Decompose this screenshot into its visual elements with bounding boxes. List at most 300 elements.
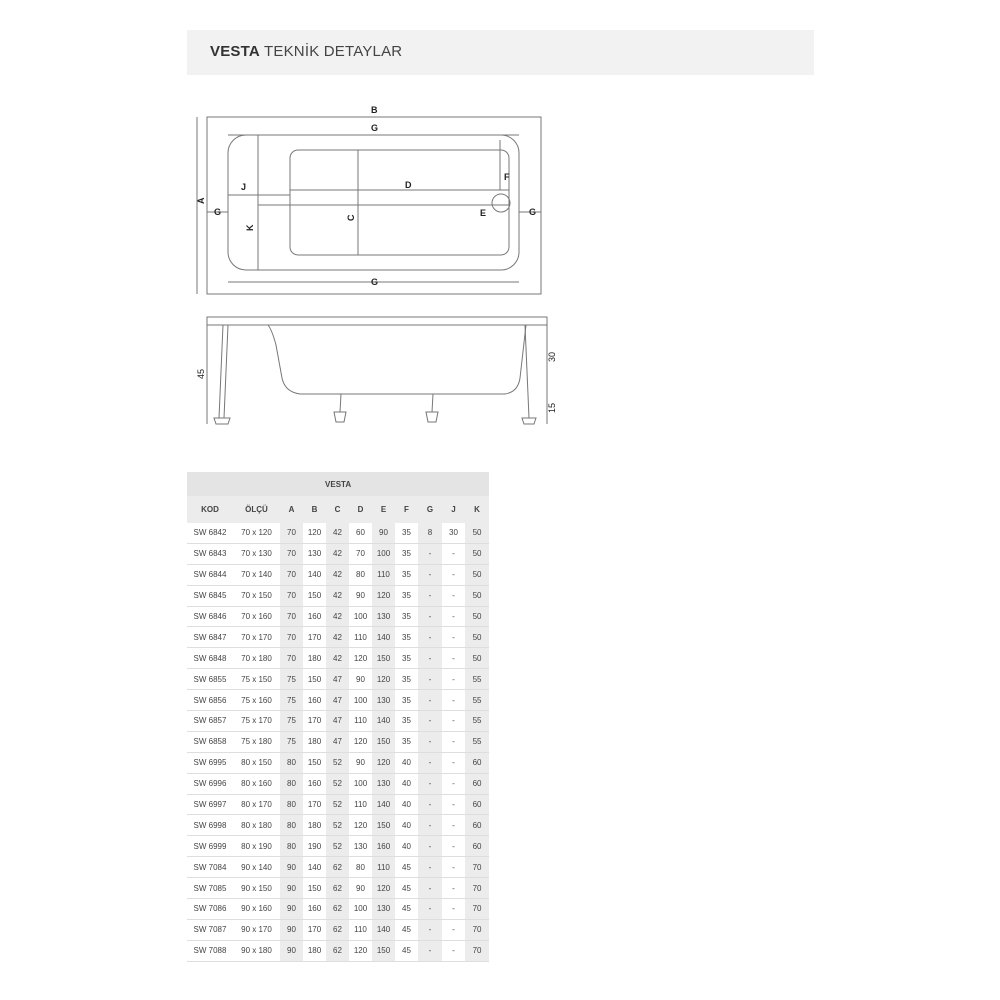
table-cell-a: 80 (280, 815, 303, 836)
table-row (187, 543, 489, 564)
table-cell-f: 45 (395, 857, 418, 878)
table-cell-d: 70 (349, 543, 372, 564)
table-cell-b: 160 (303, 773, 326, 794)
table-cell-c: 52 (326, 836, 349, 857)
table-cell-j: - (442, 919, 465, 940)
table-cell-ölçü: 70 x 170 (233, 627, 280, 648)
table-cell-ölçü: 70 x 150 (233, 585, 280, 606)
table-cell-f: 45 (395, 940, 418, 961)
table-cell-kod: SW 6842 (187, 523, 233, 543)
table-cell-d: 90 (349, 585, 372, 606)
table-cell-j: - (442, 794, 465, 815)
table-cell-kod: SW 7086 (187, 899, 233, 920)
table-cell-ölçü: 90 x 140 (233, 857, 280, 878)
table-cell-ölçü: 80 x 190 (233, 836, 280, 857)
side-view-tub-body (228, 325, 526, 394)
table-cell-k: 60 (465, 752, 489, 773)
table-cell-e: 130 (372, 606, 395, 627)
side-view-rim (207, 317, 547, 325)
table-cell-f: 35 (395, 669, 418, 690)
table-row (187, 899, 489, 920)
title-text: TEKNİK DETAYLAR (264, 43, 403, 60)
table-row (187, 585, 489, 606)
table-cell-j: - (442, 940, 465, 961)
foot-mid-2 (426, 412, 438, 422)
table-cell-k: 60 (465, 773, 489, 794)
label-g-bottom: G (371, 277, 379, 287)
table-cell-b: 150 (303, 752, 326, 773)
label-f: F (504, 172, 510, 182)
table-cell-a: 90 (280, 878, 303, 899)
column-header-ölçü: ÖLÇÜ (233, 496, 280, 523)
table-cell-f: 35 (395, 523, 418, 543)
table-cell-k: 70 (465, 878, 489, 899)
table-cell-a: 80 (280, 752, 303, 773)
table-cell-b: 170 (303, 627, 326, 648)
table-cell-e: 140 (372, 919, 395, 940)
table-cell-g: - (418, 899, 442, 920)
table-cell-g: - (418, 669, 442, 690)
table-cell-g: - (418, 564, 442, 585)
table-cell-j: - (442, 711, 465, 732)
side-leg-mid-1 (340, 394, 341, 412)
table-cell-kod: SW 7085 (187, 878, 233, 899)
table-cell-k: 50 (465, 648, 489, 669)
table-row (187, 523, 489, 543)
table-cell-f: 35 (395, 627, 418, 648)
table-cell-kod: SW 6998 (187, 815, 233, 836)
table-cell-d: 60 (349, 523, 372, 543)
table-row (187, 836, 489, 857)
label-k: K (245, 224, 255, 231)
table-cell-d: 120 (349, 940, 372, 961)
table-cell-c: 42 (326, 585, 349, 606)
table-row (187, 794, 489, 815)
table-cell-j: - (442, 564, 465, 585)
table-cell-c: 47 (326, 690, 349, 711)
table-row (187, 711, 489, 732)
table-cell-ölçü: 75 x 170 (233, 711, 280, 732)
table-cell-c: 47 (326, 669, 349, 690)
side-leg-mid-2 (432, 394, 433, 412)
table-cell-ölçü: 90 x 170 (233, 919, 280, 940)
table-row (187, 648, 489, 669)
table-cell-b: 160 (303, 606, 326, 627)
table-row (187, 669, 489, 690)
table-cell-ölçü: 70 x 130 (233, 543, 280, 564)
table-cell-e: 100 (372, 543, 395, 564)
table-cell-g: - (418, 836, 442, 857)
table-cell-e: 140 (372, 627, 395, 648)
side-leg-right (525, 325, 529, 418)
table-row (187, 940, 489, 961)
table-cell-f: 40 (395, 773, 418, 794)
table-cell-a: 70 (280, 523, 303, 543)
label-30: 30 (547, 351, 557, 362)
table-cell-kod: SW 6844 (187, 564, 233, 585)
table-cell-ölçü: 80 x 160 (233, 773, 280, 794)
table-cell-k: 50 (465, 564, 489, 585)
table-cell-ölçü: 75 x 160 (233, 690, 280, 711)
foot-right (522, 418, 536, 424)
table-cell-f: 35 (395, 543, 418, 564)
table-cell-f: 35 (395, 690, 418, 711)
table-cell-a: 70 (280, 543, 303, 564)
table-cell-f: 40 (395, 752, 418, 773)
table-cell-kod: SW 6855 (187, 669, 233, 690)
label-a: A (196, 197, 206, 204)
table-cell-j: - (442, 648, 465, 669)
table-cell-c: 62 (326, 857, 349, 878)
table-cell-g: - (418, 794, 442, 815)
table-cell-f: 40 (395, 794, 418, 815)
table-cell-f: 35 (395, 648, 418, 669)
table-cell-a: 70 (280, 648, 303, 669)
table-cell-f: 40 (395, 836, 418, 857)
table-cell-a: 90 (280, 919, 303, 940)
table-cell-b: 140 (303, 564, 326, 585)
table-cell-d: 120 (349, 815, 372, 836)
table-cell-j: - (442, 606, 465, 627)
table-cell-e: 90 (372, 523, 395, 543)
column-header-g: G (418, 496, 442, 523)
column-header-kod: KOD (187, 496, 233, 523)
table-cell-j: - (442, 752, 465, 773)
label-g-right: G (529, 207, 537, 217)
table-cell-g: 8 (418, 523, 442, 543)
table-cell-g: - (418, 773, 442, 794)
table-cell-e: 130 (372, 773, 395, 794)
table-cell-d: 80 (349, 857, 372, 878)
table-cell-j: - (442, 773, 465, 794)
table-cell-a: 80 (280, 836, 303, 857)
table-cell-a: 75 (280, 690, 303, 711)
table-cell-f: 35 (395, 731, 418, 752)
column-header-e: E (372, 496, 395, 523)
table-cell-e: 160 (372, 836, 395, 857)
table-cell-kod: SW 6997 (187, 794, 233, 815)
table-cell-a: 90 (280, 857, 303, 878)
table-cell-kod: SW 6846 (187, 606, 233, 627)
column-header-b: B (303, 496, 326, 523)
table-cell-j: - (442, 543, 465, 564)
table-row (187, 731, 489, 752)
label-e: E (480, 208, 487, 218)
table-cell-k: 55 (465, 731, 489, 752)
table-row (187, 815, 489, 836)
table-cell-b: 150 (303, 585, 326, 606)
table-cell-kod: SW 6999 (187, 836, 233, 857)
table-cell-k: 50 (465, 627, 489, 648)
table-cell-k: 60 (465, 794, 489, 815)
table-cell-ölçü: 70 x 180 (233, 648, 280, 669)
table-cell-kod: SW 6857 (187, 711, 233, 732)
table-row (187, 564, 489, 585)
table-cell-g: - (418, 543, 442, 564)
table-cell-c: 62 (326, 899, 349, 920)
table-cell-j: - (442, 857, 465, 878)
table-cell-g: - (418, 627, 442, 648)
table-cell-e: 140 (372, 794, 395, 815)
table-cell-g: - (418, 919, 442, 940)
table-cell-d: 90 (349, 669, 372, 690)
table-cell-j: - (442, 669, 465, 690)
table-cell-kod: SW 6995 (187, 752, 233, 773)
table-row (187, 919, 489, 940)
table-cell-f: 35 (395, 564, 418, 585)
foot-left (214, 418, 230, 424)
table-cell-d: 110 (349, 711, 372, 732)
table-cell-e: 150 (372, 648, 395, 669)
table-cell-a: 70 (280, 564, 303, 585)
label-15: 15 (547, 402, 557, 413)
table-cell-f: 35 (395, 711, 418, 732)
table-cell-g: - (418, 606, 442, 627)
table-row (187, 690, 489, 711)
table-cell-b: 180 (303, 731, 326, 752)
table-cell-k: 70 (465, 899, 489, 920)
table-cell-kod: SW 7084 (187, 857, 233, 878)
table-cell-e: 150 (372, 731, 395, 752)
table-cell-e: 120 (372, 585, 395, 606)
table-row (187, 627, 489, 648)
table-cell-a: 90 (280, 940, 303, 961)
spec-table (187, 472, 489, 962)
table-cell-ölçü: 70 x 120 (233, 523, 280, 543)
table-cell-e: 110 (372, 857, 395, 878)
table-cell-ölçü: 80 x 170 (233, 794, 280, 815)
table-cell-f: 35 (395, 606, 418, 627)
table-cell-c: 62 (326, 878, 349, 899)
column-header-k: K (465, 496, 489, 523)
table-cell-k: 50 (465, 543, 489, 564)
table-cell-c: 47 (326, 711, 349, 732)
drain-hole (492, 194, 510, 212)
table-cell-g: - (418, 878, 442, 899)
table-row (187, 606, 489, 627)
table-cell-k: 55 (465, 669, 489, 690)
table-cell-j: - (442, 815, 465, 836)
table-cell-c: 62 (326, 919, 349, 940)
table-cell-b: 170 (303, 794, 326, 815)
table-cell-ölçü: 70 x 160 (233, 606, 280, 627)
table-cell-b: 130 (303, 543, 326, 564)
table-cell-c: 52 (326, 752, 349, 773)
table-cell-d: 100 (349, 899, 372, 920)
table-cell-f: 45 (395, 899, 418, 920)
table-cell-b: 170 (303, 919, 326, 940)
table-cell-d: 110 (349, 627, 372, 648)
label-45: 45 (196, 368, 206, 379)
table-cell-a: 80 (280, 773, 303, 794)
table-cell-a: 75 (280, 711, 303, 732)
technical-drawing (0, 0, 1000, 470)
table-cell-j: - (442, 731, 465, 752)
table-row (187, 773, 489, 794)
top-view-bowl (228, 135, 519, 270)
table-cell-c: 42 (326, 606, 349, 627)
table-cell-c: 47 (326, 731, 349, 752)
foot-mid-1 (334, 412, 346, 422)
table-cell-j: - (442, 836, 465, 857)
label-g-left: G (214, 207, 222, 217)
table-cell-a: 90 (280, 899, 303, 920)
table-cell-b: 180 (303, 815, 326, 836)
table-cell-a: 70 (280, 585, 303, 606)
table-cell-k: 70 (465, 857, 489, 878)
table-cell-c: 62 (326, 940, 349, 961)
table-cell-a: 80 (280, 794, 303, 815)
side-leg-left-2 (224, 325, 228, 418)
table-header-row (187, 496, 489, 523)
table-cell-d: 90 (349, 878, 372, 899)
table-cell-k: 50 (465, 606, 489, 627)
table-cell-d: 110 (349, 919, 372, 940)
table-cell-b: 120 (303, 523, 326, 543)
table-cell-ölçü: 80 x 150 (233, 752, 280, 773)
column-header-a: A (280, 496, 303, 523)
table-cell-g: - (418, 711, 442, 732)
table-cell-f: 45 (395, 878, 418, 899)
table-cell-k: 50 (465, 585, 489, 606)
table-cell-f: 40 (395, 815, 418, 836)
table-cell-g: - (418, 857, 442, 878)
table-cell-c: 52 (326, 815, 349, 836)
table-cell-e: 130 (372, 690, 395, 711)
table-cell-b: 140 (303, 857, 326, 878)
table-cell-k: 60 (465, 836, 489, 857)
table-cell-c: 42 (326, 543, 349, 564)
table-cell-b: 160 (303, 899, 326, 920)
table-cell-e: 120 (372, 878, 395, 899)
table-cell-a: 75 (280, 669, 303, 690)
brand-name: VESTA (210, 43, 260, 60)
table-cell-c: 42 (326, 523, 349, 543)
table-cell-b: 150 (303, 878, 326, 899)
table-cell-ölçü: 90 x 180 (233, 940, 280, 961)
table-title: VESTA (187, 472, 489, 496)
table-cell-j: - (442, 690, 465, 711)
table-cell-j: 30 (442, 523, 465, 543)
table-cell-b: 180 (303, 648, 326, 669)
table-cell-d: 80 (349, 564, 372, 585)
table-cell-d: 110 (349, 794, 372, 815)
table-cell-g: - (418, 585, 442, 606)
table-cell-j: - (442, 899, 465, 920)
top-view-basin (290, 150, 509, 255)
table-body (187, 523, 489, 961)
table-cell-e: 130 (372, 899, 395, 920)
table-cell-k: 55 (465, 690, 489, 711)
table-cell-kod: SW 6858 (187, 731, 233, 752)
table-cell-j: - (442, 878, 465, 899)
table-cell-kod: SW 6848 (187, 648, 233, 669)
table-cell-d: 120 (349, 731, 372, 752)
label-c: C (346, 214, 356, 221)
table-cell-e: 150 (372, 815, 395, 836)
table-cell-a: 70 (280, 627, 303, 648)
side-leg-left (219, 325, 223, 418)
table-cell-c: 42 (326, 648, 349, 669)
table-cell-e: 110 (372, 564, 395, 585)
label-b: B (371, 105, 378, 115)
column-header-f: F (395, 496, 418, 523)
table-cell-b: 170 (303, 711, 326, 732)
table-cell-kod: SW 7087 (187, 919, 233, 940)
table-cell-k: 70 (465, 919, 489, 940)
column-header-j: J (442, 496, 465, 523)
table-cell-b: 160 (303, 690, 326, 711)
table-cell-g: - (418, 940, 442, 961)
table-cell-b: 180 (303, 940, 326, 961)
table-cell-kod: SW 6856 (187, 690, 233, 711)
table-cell-ölçü: 80 x 180 (233, 815, 280, 836)
table-cell-j: - (442, 585, 465, 606)
label-d: D (405, 180, 412, 190)
table-cell-a: 70 (280, 606, 303, 627)
table-row (187, 878, 489, 899)
table-cell-e: 120 (372, 752, 395, 773)
table-cell-d: 90 (349, 752, 372, 773)
table-cell-c: 42 (326, 627, 349, 648)
table-cell-k: 50 (465, 523, 489, 543)
column-header-d: D (349, 496, 372, 523)
label-g-top: G (371, 123, 379, 133)
table-cell-kod: SW 6845 (187, 585, 233, 606)
table-cell-f: 45 (395, 919, 418, 940)
table-cell-c: 52 (326, 773, 349, 794)
table-cell-g: - (418, 690, 442, 711)
table-cell-d: 100 (349, 773, 372, 794)
table-cell-ölçü: 70 x 140 (233, 564, 280, 585)
table-cell-kod: SW 6843 (187, 543, 233, 564)
table-cell-e: 140 (372, 711, 395, 732)
table-cell-e: 150 (372, 940, 395, 961)
table-cell-g: - (418, 648, 442, 669)
column-header-c: C (326, 496, 349, 523)
table-cell-ölçü: 90 x 160 (233, 899, 280, 920)
table-cell-g: - (418, 752, 442, 773)
table-cell-e: 120 (372, 669, 395, 690)
table-cell-g: - (418, 815, 442, 836)
table-cell-f: 35 (395, 585, 418, 606)
table-cell-ölçü: 75 x 180 (233, 731, 280, 752)
table-cell-g: - (418, 731, 442, 752)
table-row (187, 752, 489, 773)
table-cell-c: 42 (326, 564, 349, 585)
table-cell-ölçü: 75 x 150 (233, 669, 280, 690)
table-cell-d: 120 (349, 648, 372, 669)
table-cell-b: 190 (303, 836, 326, 857)
table-cell-b: 150 (303, 669, 326, 690)
table-cell-ölçü: 90 x 150 (233, 878, 280, 899)
label-j: J (241, 182, 247, 192)
table-cell-d: 130 (349, 836, 372, 857)
table-cell-k: 55 (465, 711, 489, 732)
table-cell-kod: SW 6996 (187, 773, 233, 794)
table-cell-k: 70 (465, 940, 489, 961)
table-cell-a: 75 (280, 731, 303, 752)
table-row (187, 857, 489, 878)
table-title-row (187, 472, 489, 496)
table-cell-kod: SW 6847 (187, 627, 233, 648)
table-cell-c: 52 (326, 794, 349, 815)
table-cell-j: - (442, 627, 465, 648)
table-cell-k: 60 (465, 815, 489, 836)
table-cell-kod: SW 7088 (187, 940, 233, 961)
table-cell-d: 100 (349, 606, 372, 627)
table-cell-d: 100 (349, 690, 372, 711)
